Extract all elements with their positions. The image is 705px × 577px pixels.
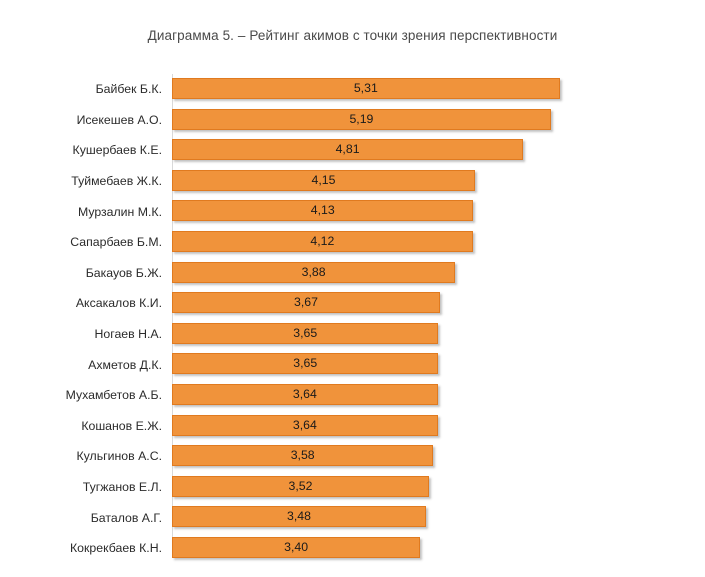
bar-category-label: Исекешев А.О. [76,112,162,127]
bar-track [172,533,705,564]
bar-row [0,135,705,166]
bar-track [172,227,705,258]
bar-row [0,380,705,411]
bar-track [172,105,705,136]
bar-row [0,441,705,472]
bar-row [0,319,705,350]
bar-track [172,288,705,319]
bar-value-label: 3,40 [284,539,309,554]
bar-value-label: 5,31 [353,81,378,95]
bar-value-label: 4,13 [310,203,335,218]
bar-category-label: Баталов А.Г. [90,510,162,525]
bar-row [0,105,705,136]
bar-track [172,258,705,289]
bar-row [0,533,705,564]
bar-value-label: 4,81 [335,142,360,157]
bar-category-label: Туймебаев Ж.К. [71,174,162,189]
bar-category-label: Кошанов Е.Ж. [81,418,162,433]
bar-row [0,349,705,380]
bar-track [172,196,705,227]
bar-track [172,135,705,166]
bar-row [0,227,705,258]
bar-category-label: Ногаев Н.А. [94,327,162,342]
bar-value-label: 3,52 [288,478,313,493]
bar-category-label: Кульгинов А.С. [76,449,162,464]
bar-chart-plot-area [0,74,705,556]
bar-value-label: 3,64 [292,417,317,432]
bar-value-label: 3,48 [287,509,311,524]
bar-value-label: 4,12 [310,233,335,248]
bar-category-label: Тугжанов Е.Л. [82,480,162,495]
bar-track [172,74,705,105]
bar-track [172,380,705,411]
bar-category-label: Бакауов Б.Ж. [85,265,162,280]
bar-category-label: Сапарбаев Б.М. [70,235,162,250]
bar-row [0,258,705,289]
bar-row [0,411,705,442]
bar-value-label: 3,65 [293,325,318,340]
bar-track [172,472,705,503]
bar-track [172,166,705,197]
bar-track [172,502,705,533]
bar-category-label: Мурзалин М.К. [77,204,162,219]
bar-value-label: 3,64 [292,386,317,401]
bar-category-label: Кушербаев К.Е. [72,143,162,158]
bar-category-label: Аксакалов К.И. [75,296,162,311]
bar-track [172,319,705,350]
bar-row [0,502,705,533]
bar-row [0,472,705,503]
bar-track [172,349,705,380]
bar-category-label: Байбек Б.К. [95,82,162,97]
bar-value-label: 3,65 [293,356,318,371]
bar-track [172,411,705,442]
bar-category-label: Ахметов Д.К. [88,357,162,372]
bar-track [172,441,705,472]
bar-value-label: 5,19 [349,111,374,126]
bar-value-label: 3,67 [293,295,318,310]
chart-title: Диаграмма 5. – Рейтинг акимов с точки зрения перспективности [147,28,558,43]
bar-value-label: 3,88 [301,264,326,279]
bar-row [0,74,705,105]
bar-row [0,166,705,197]
bar-value-label: 3,58 [290,448,315,463]
bar-row [0,196,705,227]
bar-value-label: 4,15 [311,172,336,187]
bar-row [0,288,705,319]
bar-category-label: Мухамбетов А.Б. [65,388,162,403]
bar-category-label: Кокрекбаев К.Н. [70,541,162,556]
